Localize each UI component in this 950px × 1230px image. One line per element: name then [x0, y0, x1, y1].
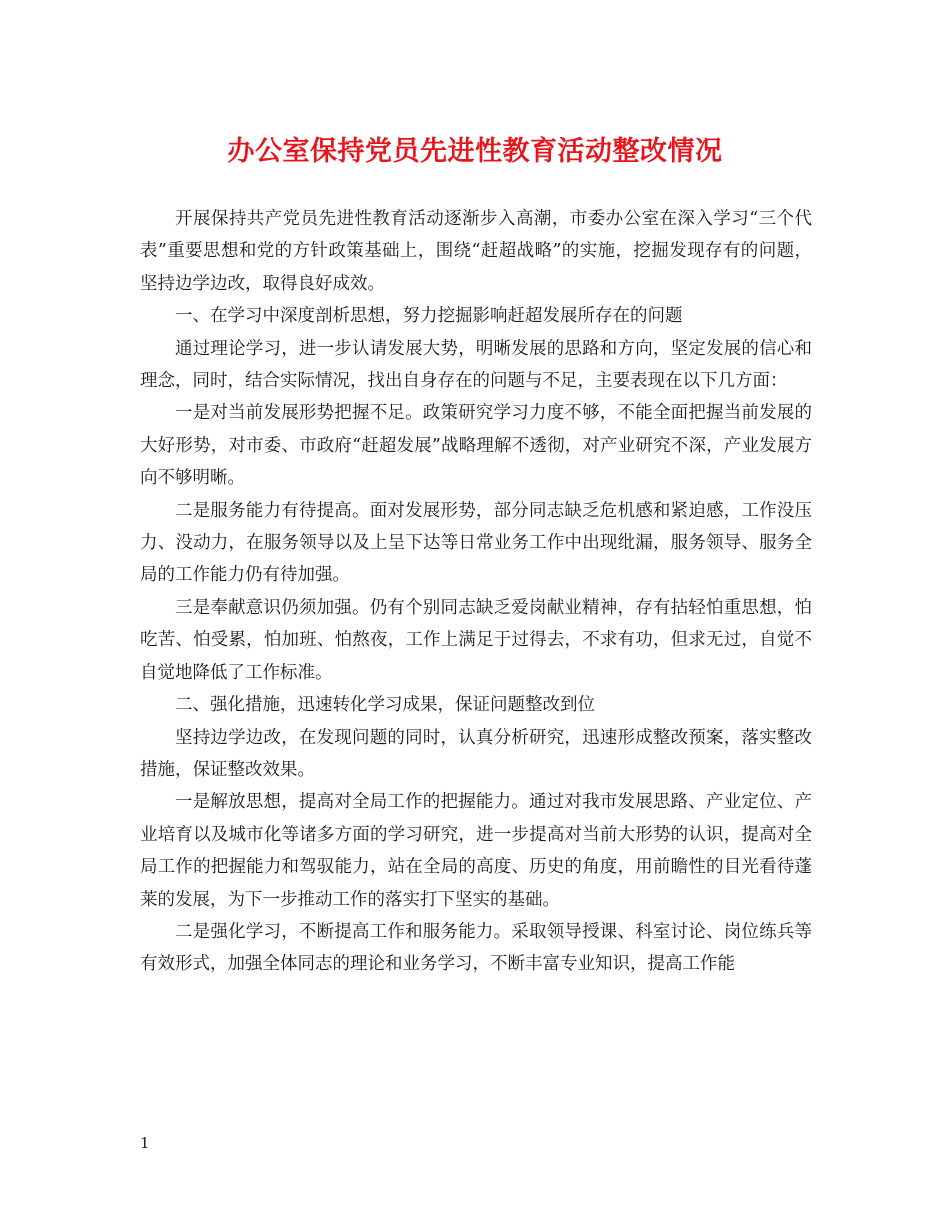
paragraph: 一是解放思想，提高对全局工作的把握能力。通过对我市发展思路、产业定位、产业培育以及城市化等诸多方面的学习研究，进一步提高对当前大形势的认识，提高对全局工作的把握能力和驾驭能力，站在全局的高度、历史的角度，用前瞻性的目光看待蓬莱的发展，为下一步推动工作的落实打下坚实的基础。	[140, 792, 812, 910]
paragraph: 坚持边学边改，在发现问题的同时，认真分析研究，迅速形成整改预案，落实整改措施，保证整改效果。	[140, 727, 812, 780]
paragraph: 三是奉献意识仍须加强。仍有个别同志缺乏爱岗献业精神，存有拈轻怕重思想，怕吃苦、怕受累，怕加班、怕熬夜，工作上满足于过得去，不求有功，但求无过，自觉不自觉地降低了工作标准。	[140, 597, 812, 683]
page-number: 1	[140, 1134, 150, 1152]
section-heading-2: 二、强化措施，迅速转化学习成果，保证问题整改到位	[175, 695, 595, 716]
paragraph: 一是对当前发展形势把握不足。政策研究学习力度不够，不能全面把握当前发展的大好形势，对市委、市政府“赶超发展”战略理解不透彻，对产业研究不深，产业发展方向不够明晰。	[140, 403, 812, 489]
paragraph: 二是强化学习，不断提高工作和服务能力。采取领导授课、科室讨论、岗位练兵等有效形式，加强全体同志的理论和业务学习，不断丰富专业知识，提高工作能	[140, 921, 812, 975]
paragraph: 通过理论学习，进一步认请发展大势，明晰发展的思路和方向，坚定发展的信心和理念，同时，结合实际情况，找出自身存在的问题与不足，主要表现在以下几方面：	[140, 338, 812, 392]
document-title: 办公室保持党员先进性教育活动整改情况	[227, 136, 723, 167]
section-heading-1: 一、在学习中深度剖析思想，努力挖掘影响赶超发展所存在的问题	[175, 306, 683, 327]
document-body	[140, 203, 812, 981]
paragraph: 二是服务能力有待提高。面对发展形势，部分同志缺乏危机感和紧迫感，工作没压力、没动力，在服务领导以及上呈下达等日常业务工作中出现纰漏，服务领导、服务全局的工作能力仍有待加强。	[140, 500, 812, 586]
paragraph-intro: 开展保持共产党员先进性教育活动逐渐步入高潮，市委办公室在深入学习“三个代表”重要思想和党的方针政策基础上，围绕“赶超战略”的实施，挖掘发现存有的问题，坚持边学边改，取得良好成效。	[140, 209, 812, 294]
